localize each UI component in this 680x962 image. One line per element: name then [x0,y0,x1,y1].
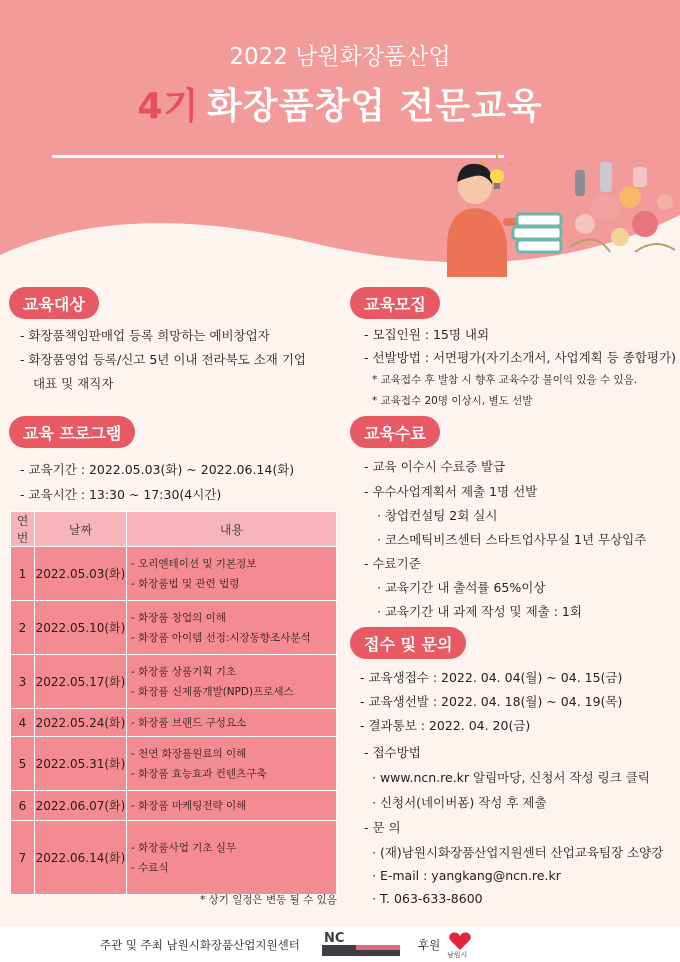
program-schedule-table [10,511,337,895]
footer-host: 주관 및 주최 남원시화장품산업지원센터 [100,938,300,952]
completion-item: - 우수사업계획서 제출 1명 선발 [364,484,538,499]
apply-item: - 문 의 [364,820,401,835]
content-line: - 화장품 창업의 이해 [131,611,226,624]
title-line1: 2022 남원화장품산업 [229,44,451,70]
row-date: 2022.05.24(화) [35,709,127,737]
table-row [11,655,337,709]
content-line: - 화장품법 및 관련 법령 [131,577,240,590]
apply-item: - 교육생접수 : 2022. 04. 04(월) ~ 04. 15(금) [360,670,623,685]
table-row [11,709,337,737]
sponsor-logo [445,931,475,961]
column-header-no: 연번 [11,512,35,547]
recruit-note-1: * 교육접수 후 발참 시 향후 교육수강 불이익 있을 수 있음. [372,374,638,386]
apply-item: - 접수방법 [364,745,421,760]
target-item-2: - 화장품영업 등록/신고 5년 이내 전라북도 소재 기업 [20,352,306,367]
flower-bouquet-icon [570,162,675,252]
completion-section-label: 교육수료 [350,416,440,448]
content-line: - 화장품사업 기초 실무 [131,841,237,854]
recruit-item-2: - 선발방법 : 서면평가(자기소개서, 사업계획 등 종합평가) [364,350,676,365]
row-date: 2022.05.31(화) [35,737,127,791]
recruit-item-1: - 모집인원 : 15명 내외 [364,327,490,342]
row-content [127,791,337,821]
row-no: 3 [11,655,35,709]
apply-item: - 교육생선발 : 2022. 04. 18(월) ~ 04. 19(목) [360,694,623,709]
host-logo-text: NC [324,931,345,946]
page-title [0,78,680,129]
content-line: - 천연 화장품원료의 이해 [131,747,247,760]
title-generation: 4기 [137,86,200,127]
row-date: 2022.05.17(화) [35,655,127,709]
heart-icon [448,931,472,951]
title-main: 화장품창업 전문교육 [207,86,543,127]
apply-link-text: · www.ncn.re.kr 알림마당, 신청서 작성 링크 클릭 [372,770,650,785]
target-section-label: 교육대상 [9,287,99,319]
row-date: 2022.06.14(화) [35,821,127,895]
program-section-label: 교육 프로그램 [9,416,135,448]
host-logo [322,932,402,958]
program-period: - 교육기간 : 2022.05.03(화) ~ 2022.06.14(화) [20,462,295,477]
target-item-1: - 화장품책임판매업 등록 희망하는 예비창업자 [20,328,270,343]
recruit-note-2: * 교육접수 20명 이상시, 별도 선발 [372,395,533,407]
row-date: 2022.05.03(화) [35,547,127,601]
content-line: - 화장품 효능효과 컨텐츠구축 [131,767,267,780]
apply-phone: · T. 063-633-8600 [372,891,483,906]
row-date: 2022.06.07(화) [35,791,127,821]
completion-item: · 교육기간 내 출석률 65%이상 [377,580,546,595]
apply-item: · (재)남원시화장품산업지원센터 산업교육팀장 소양강 [372,845,664,860]
row-content [127,547,337,601]
content-line: - 화장품 아이템 선정:시장동향조사분석 [131,631,311,644]
table-row [11,791,337,821]
row-content [127,709,337,737]
apply-section-label: 접수 및 문의 [350,627,466,659]
completion-item: · 코스메틱비즈센터 스타트업사무실 1년 무상입주 [377,532,647,547]
target-item-3: 대표 및 재직자 [33,376,114,391]
row-no: 1 [11,547,35,601]
table-row [11,601,337,655]
content-line: - 화장품 마케팅전략 이해 [131,799,247,812]
row-content [127,601,337,655]
apply-email: · E-mail : yangkang@ncn.re.kr [372,868,561,883]
recruit-section-label: 교육모집 [350,287,440,319]
row-no: 5 [11,737,35,791]
row-content [127,655,337,709]
illustration-graphic [435,152,680,277]
completion-item: · 창업컨설팅 2회 실시 [377,508,498,523]
program-hours: - 교육시간 : 13:30 ~ 17:30(4시간) [20,487,222,502]
column-header-content: 내용 [127,512,337,547]
content-line: - 화장품 브랜드 구성요소 [131,716,247,729]
completion-item: - 수료기준 [364,556,421,571]
sponsor-logo-text: 남원시 [447,951,468,959]
row-no: 2 [11,601,35,655]
content-line: - 수료식 [131,861,169,874]
table-row [11,547,337,601]
row-no: 6 [11,791,35,821]
apply-item: - 결과통보 : 2022. 04. 20(금) [360,718,531,733]
schedule-note: * 상기 일정은 변동 될 수 있음 [200,894,337,906]
table-row [11,821,337,895]
column-header-date: 날짜 [35,512,127,547]
footer-sponsor: 후원 [418,938,441,952]
content-line: - 화장품 신제품개발(NPD)프로세스 [131,685,294,698]
row-no: 4 [11,709,35,737]
content-line: - 오리엔테이션 및 기본정보 [131,557,257,570]
table-row [11,737,337,791]
row-content [127,737,337,791]
content-line: - 화장품 상품기획 기초 [131,665,237,678]
book-stack-icon [513,214,561,252]
apply-item: · 신청서(네이버폼) 작성 후 제출 [372,795,547,810]
completion-item: - 교육 이수시 수료증 발급 [364,459,506,474]
row-no: 7 [11,821,35,895]
completion-item: · 교육기간 내 과제 작성 및 제출 : 1회 [377,604,582,619]
row-content [127,821,337,895]
table-header-row [11,512,337,547]
row-date: 2022.05.10(화) [35,601,127,655]
